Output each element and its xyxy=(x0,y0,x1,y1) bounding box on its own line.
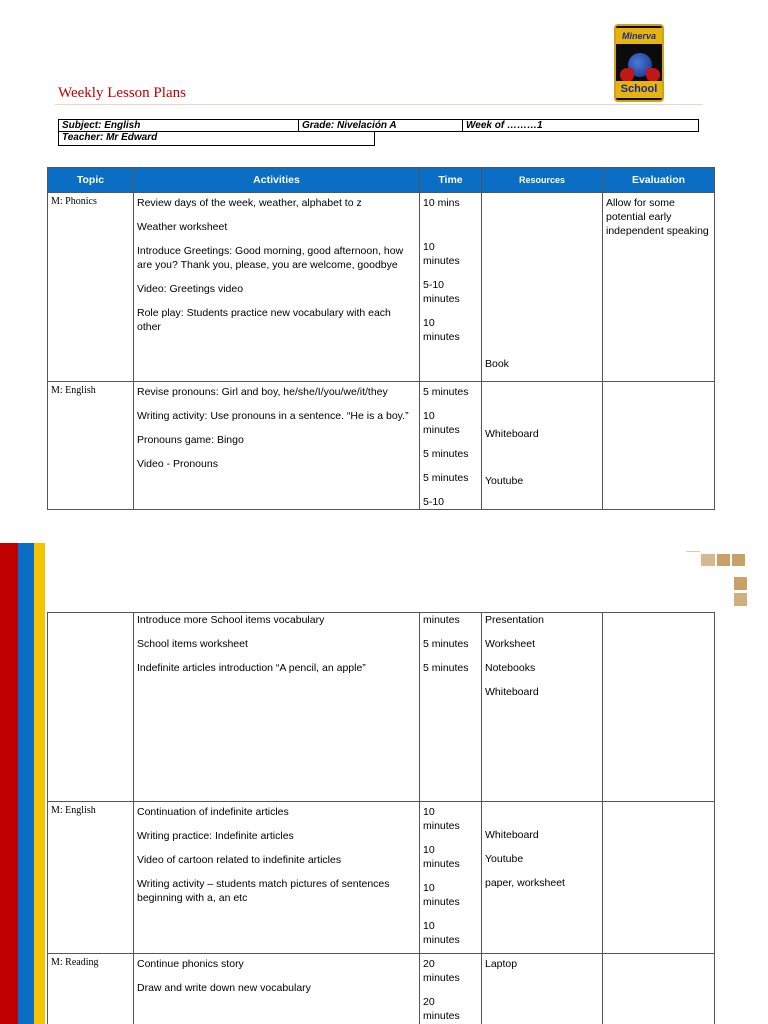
time-item: 5 minutes xyxy=(423,662,469,674)
time-item: 10 minutes xyxy=(423,920,460,946)
time-item: 5 minutes xyxy=(423,638,469,650)
time-item: 10 minutes xyxy=(423,882,460,908)
resource-item: Whiteboard xyxy=(485,686,539,698)
time-item: 20 minutes xyxy=(423,996,460,1022)
resources-cell xyxy=(482,382,603,510)
activity-item: Continue phonics story xyxy=(137,958,244,970)
table-header-row xyxy=(48,168,715,193)
activity-item: School items worksheet xyxy=(137,638,248,650)
resources-cell xyxy=(482,802,603,954)
resource-item: Presentation xyxy=(485,614,544,626)
info-row-teacher xyxy=(58,132,375,146)
activities-header: Activities xyxy=(134,168,420,193)
time-cell xyxy=(420,802,482,954)
school-logo xyxy=(614,24,664,102)
activity-item: Revise pronouns: Girl and boy, he/she/I/you/we/it/they xyxy=(137,386,388,398)
resource-item: Whiteboard xyxy=(485,428,539,440)
resources-cell xyxy=(482,613,603,802)
time-item: minutes xyxy=(423,614,460,626)
time-item: 10 minutes xyxy=(423,241,460,267)
activity-item: Video: Greetings video xyxy=(137,283,244,295)
side-stripe-yellow xyxy=(34,543,45,1024)
grade-cell: Grade: Nivelación A xyxy=(299,120,463,131)
info-row-subject xyxy=(58,119,699,132)
corner-decoration-square xyxy=(701,554,715,566)
activities-cell xyxy=(134,954,420,1024)
activity-item: Role play: Students practice new vocabulary with each other xyxy=(137,307,391,333)
activities-cell xyxy=(134,802,420,954)
activities-cell xyxy=(134,613,420,802)
time-item: 5-10 minutes xyxy=(423,279,460,305)
side-stripe-blue xyxy=(18,543,34,1024)
activity-item: Writing practice: Indefinite articles xyxy=(137,830,294,842)
resources-cell xyxy=(482,193,603,382)
resource-item: Book xyxy=(485,358,509,370)
table-row xyxy=(48,193,715,382)
topic-cell xyxy=(48,613,134,802)
evaluation-item: Allow for some potential early independent speaking xyxy=(606,197,709,237)
evaluation-cell xyxy=(603,802,715,954)
resource-item: Worksheet xyxy=(485,638,535,650)
hand-right-icon xyxy=(646,68,660,82)
time-cell xyxy=(420,382,482,510)
topic-cell: M: Phonics xyxy=(48,193,134,382)
corner-decoration-square xyxy=(717,554,730,566)
time-item: 10 mins xyxy=(423,197,460,209)
activity-item: Introduce Greetings: Good morning, good afternoon, how are you? Thank you, please, you are welcome, goodbye xyxy=(137,245,404,271)
time-item: 10 minutes xyxy=(423,410,460,436)
topic-header: Topic xyxy=(48,168,134,193)
activity-item: Draw and write down new vocabulary xyxy=(137,982,311,994)
evaluation-cell xyxy=(603,613,715,802)
activity-item: Writing activity: Use pronouns in a sentence. “He is a boy.” xyxy=(137,410,409,422)
resource-item: Laptop xyxy=(485,958,518,970)
resource-item: paper, worksheet xyxy=(485,877,565,889)
week-cell: Week of ………1 xyxy=(466,120,543,131)
topic-cell: M: English xyxy=(48,382,134,510)
time-item: 5 minutes xyxy=(423,448,469,460)
page-title: Weekly Lesson Plans xyxy=(58,85,186,101)
hand-left-icon xyxy=(620,68,634,82)
activity-item: Weather worksheet xyxy=(137,221,228,233)
evaluation-header: Evaluation xyxy=(603,168,715,193)
subject-cell: Subject: English xyxy=(59,120,299,131)
table-row xyxy=(48,954,715,1024)
activities-cell xyxy=(134,382,420,510)
activity-item: Writing activity – students match pictures of sentences beginning with a, an etc xyxy=(137,878,390,904)
activity-item: Pronouns game: Bingo xyxy=(137,434,244,446)
activity-item: Indefinite articles introduction “A pencil, an apple” xyxy=(137,662,366,674)
time-item: 5 minutes xyxy=(423,472,469,484)
page-break xyxy=(0,512,768,542)
activities-cell xyxy=(134,193,420,382)
logo-bottom-text: School xyxy=(616,81,662,98)
corner-decoration-square xyxy=(732,554,745,566)
table-row xyxy=(48,613,715,802)
activity-item: Review days of the week, weather, alphabet to z xyxy=(137,197,362,209)
corner-decoration-square xyxy=(734,593,747,606)
activity-item: Continuation of indefinite articles xyxy=(137,806,289,818)
resources-cell xyxy=(482,954,603,1024)
topic-cell: M: Reading xyxy=(48,954,134,1024)
time-item: 20 minutes xyxy=(423,958,460,984)
time-cell xyxy=(420,193,482,382)
side-stripe-red xyxy=(0,543,18,1024)
logo-top-text: Minerva xyxy=(616,28,662,44)
corner-decoration-line xyxy=(686,551,700,552)
corner-decoration-square xyxy=(734,577,747,590)
table-row xyxy=(48,382,715,510)
evaluation-cell xyxy=(603,193,715,382)
time-item: 5 minutes xyxy=(423,386,469,398)
time-cell xyxy=(420,613,482,802)
resource-item: Youtube xyxy=(485,853,524,865)
evaluation-cell xyxy=(603,382,715,510)
time-cell xyxy=(420,954,482,1024)
time-item: 10 minutes xyxy=(423,844,460,870)
teacher-cell: Teacher: Mr Edward xyxy=(62,132,158,143)
table-row xyxy=(48,802,715,954)
resource-item: Notebooks xyxy=(485,662,536,674)
lesson-plan-table xyxy=(47,167,715,510)
time-item: 5-10 xyxy=(423,496,445,508)
time-item: 10 minutes xyxy=(423,806,460,832)
time-item: 10 minutes xyxy=(423,317,460,343)
topic-cell: M: English xyxy=(48,802,134,954)
activity-item: Introduce more School items vocabulary xyxy=(137,614,325,626)
resource-item: Whiteboard xyxy=(485,829,539,841)
evaluation-cell xyxy=(603,954,715,1024)
activity-item: Video - Pronouns xyxy=(137,458,218,470)
lesson-plan-table-continued xyxy=(47,612,715,1024)
resources-header: Resources xyxy=(482,168,603,193)
activity-item: Video of cartoon related to indefinite articles xyxy=(137,854,342,866)
resource-item: Youtube xyxy=(485,475,524,487)
time-header: Time xyxy=(420,168,482,193)
title-divider xyxy=(55,104,703,105)
